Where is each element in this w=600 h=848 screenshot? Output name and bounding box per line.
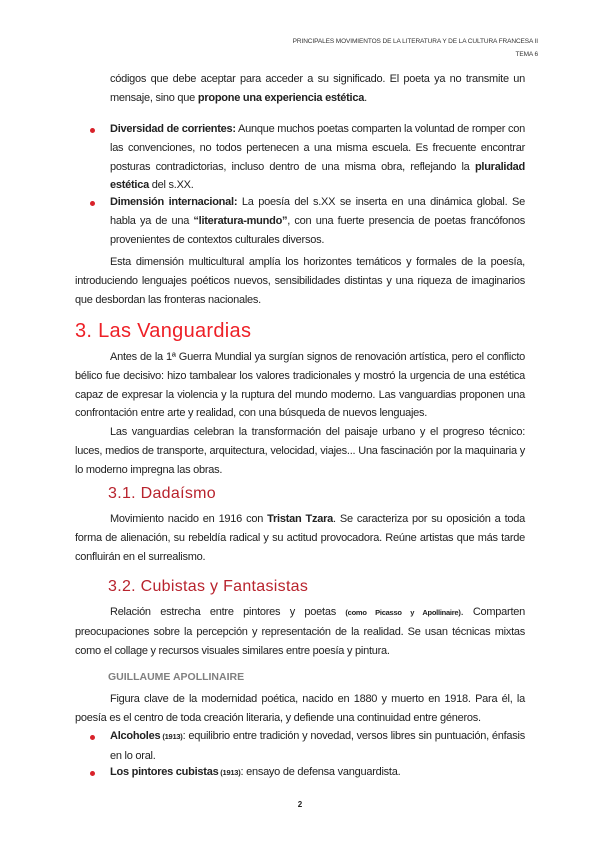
subsection-heading: 3.1. Dadaísmo: [108, 485, 216, 502]
small-text: (1913): [160, 732, 183, 741]
bullet-icon: [90, 771, 95, 776]
running-header-title: PRINCIPALES MOVIMIENTOS DE LA LITERATURA Y DE LA CULTURA FRANCESA II: [292, 38, 538, 45]
bullet-icon: [90, 128, 95, 133]
subsection-heading: 3.2. Cubistas y Fantasistas: [108, 578, 309, 595]
bold-text: Dimensión internacional:: [110, 196, 238, 208]
bold-text: Diversidad de corrientes:: [110, 123, 236, 135]
paragraph: Figura clave de la modernidad poética, nacido en 1880 y muerto en 1918. Para él, la poesía es el centro de toda creación literaria, y defiende una continuidad entre géneros.: [75, 693, 525, 724]
bullet-pintores: [110, 763, 525, 783]
text: Relación estrecha entre pintores y poetas: [110, 606, 346, 618]
bold-text: Alcoholes: [110, 730, 161, 742]
paragraph-continuation: [110, 70, 525, 108]
bold-text: Los pintores cubistas: [110, 766, 219, 778]
bold-text: Tristan Tzara: [267, 513, 334, 525]
bullet-alcoholes: [110, 727, 525, 766]
text: códigos que debe aceptar para acceder a su significado. El poeta ya no transmite un mensaje, sino que: [110, 73, 525, 104]
paragraph: Esta dimensión multicultural amplía los horizontes temáticos y formales de la poesía, introduciendo lenguajes poéticos nuevos, sensibilidades distintas y una riqueza de imaginarios que desbordan las fronteras nacionales.: [75, 256, 525, 306]
paragraph: [75, 510, 525, 566]
text: Movimiento nacido en 1916 con: [110, 513, 268, 525]
bold-text: “literatura-mundo”: [193, 214, 288, 227]
section-heading: 3. Las Vanguardias: [75, 320, 252, 342]
text: Aunque muchos poetas comparten la voluntad de romper con las convenciones, no todos pertenecen a una misma escuela. Es frecuente encontrar posturas contradictorias, incluso dentro de una misma obra, reflejando la: [110, 123, 525, 173]
text: .: [364, 91, 367, 104]
text: : ensayo de defensa vanguardista.: [240, 766, 401, 778]
small-text: (como Picasso y Apollinaire): [345, 608, 461, 617]
paragraph: [75, 603, 525, 660]
text: La poesía del s.XX se inserta en una dinámica global. Se habla ya de una: [110, 196, 525, 227]
bold-text: propone una experiencia estética: [197, 91, 365, 104]
text: del s.XX.: [148, 179, 194, 192]
text: : equilibrio entre tradición y novedad, versos libres sin puntuación, énfasis en lo oral.: [110, 730, 525, 762]
text: . Comparten preocupaciones sobre la percepción y representación de la realidad. Se usan técnicas mixtas como el collage y recursos visuales similares entre poesía y pintura.: [75, 606, 525, 657]
bullet-diversidad: [110, 120, 525, 195]
text: , con una fuerte presencia de poetas francófonos provenientes de contextos culturales diversos.: [110, 214, 525, 246]
paragraph: Las vanguardias celebran la transformación del paisaje urbano y el progreso técnico: luces, medios de transporte, arquitectura, velocidad, viajes... Una fascinación por la maquinaria y lo moderno impregna las obras.: [75, 426, 525, 476]
author-heading: GUILLAUME APOLLINAIRE: [108, 671, 245, 683]
small-text: (1913): [218, 768, 241, 777]
bold-text: pluralidad estética: [110, 160, 525, 192]
bullet-icon: [90, 735, 95, 740]
paragraph: Antes de la 1ª Guerra Mundial ya surgían signos de renovación artística, pero el conflicto bélico fue decisivo: hizo tambalear los valores tradicionales y mostró la urgencia de una estética capaz de expresar la violencia y la ruptura del mundo moderno. Las vanguardias proponen una confrontación entre arte y realidad, con una búsqueda de nuevos lenguajes.: [75, 351, 525, 420]
page-number: 2: [297, 800, 303, 809]
bullet-icon: [90, 201, 95, 206]
text: . Se caracteriza por su oposición a toda forma de alienación, su rebeldía radical y su actitud provocadora. Reúne artistas que más tarde confluirán en el surrealismo.: [75, 513, 525, 563]
running-header-topic: TEMA 6: [515, 51, 538, 58]
bullet-dimension: [110, 193, 525, 249]
